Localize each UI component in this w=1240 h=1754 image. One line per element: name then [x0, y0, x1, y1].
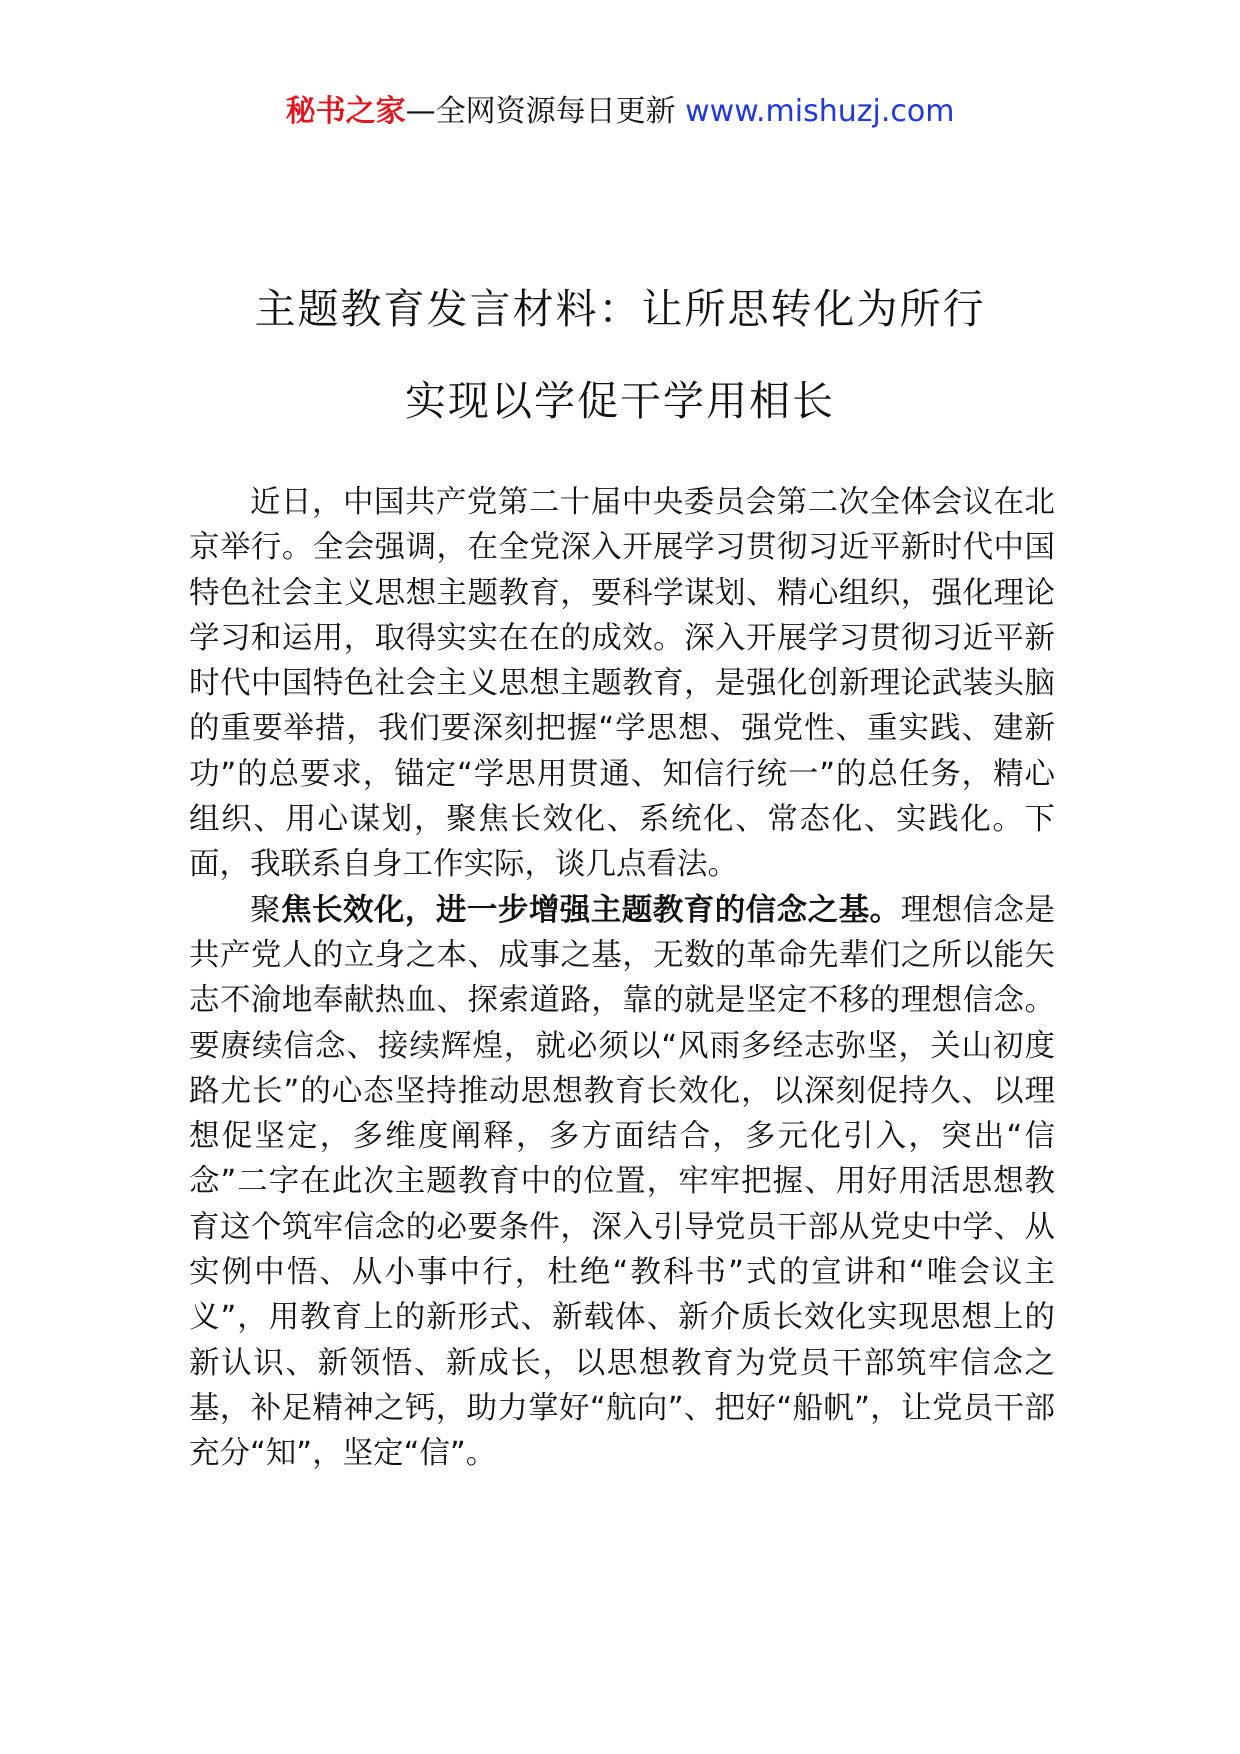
section-1-text: 理想信念是共产党人的立身之本、成事之基，无数的革命先辈们之所以能矢志不渝地奉献热血、探索道路，靠的就是坚定不移的理想信念。要赓续信念、接续辉煌，就必须以“风雨多经志弥坚，关山初度路尤长”的心态坚持推动思想教育长效化，以深刻促持久、以理想促坚定，多维度阐释，多方面结合，多元化引入，突出“信念”二字在此次主题教育中的位置，牢牢把握、用好用活思想教育这个筑牢信念的必要条件，深入引导党员干部从党史中学、从实例中悟、从小事中行，杜绝“教科书”式的宣讲和“唯会议主义”，用教育上的新形式、新载体、新介质长效化实现思想上的新认识、新领悟、新成长，以思想教育为党员干部筑牢信念之基，补足精神之钙，助力掌好“航向”、把好“船帆”，让党员干部充分“知”，坚定“信”。	[189, 892, 1056, 1472]
site-slogan: —全网资源每日更新	[405, 94, 676, 129]
document-title-line-1: 主题教育发言材料：让所思转化为所行	[254, 285, 986, 333]
paragraph-section-1	[189, 888, 1055, 1477]
paragraph-intro-text: 近日，中国共产党第二十届中央委员会第二次全体会议在北京举行。全会强调，在全党深入开展学习贯彻习近平新时代中国特色社会主义思想主题教育，要科学谋划、精心组织，强化理论学习和运用，取得实实在在的成效。深入开展学习贯彻习近平新时代中国特色社会主义思想主题教育，是强化创新理论武装头脑的重要举措，我们要深刻把握“学思想、强党性、重实践、建新功”的总要求，锚定“学思用贯通、知信行统一”的总任务，精心组织、用心谋划，聚焦长效化、系统化、常态化、实践化。下面，我联系自身工作实际，谈几点看法。	[189, 485, 1055, 883]
paragraph-intro	[189, 480, 1055, 888]
site-header	[0, 92, 1240, 132]
document-title-line-2: 实现以学促干学用相长	[405, 377, 835, 425]
site-name: 秘书之家	[285, 94, 406, 129]
section-1-lead-prefix: 聚	[250, 892, 281, 928]
site-url-link[interactable]: www.mishuzj.com	[685, 94, 955, 129]
document-body	[189, 480, 1055, 1477]
section-1-heading: 焦长效化，进一步增强主题教育的信念之基。	[280, 892, 901, 928]
